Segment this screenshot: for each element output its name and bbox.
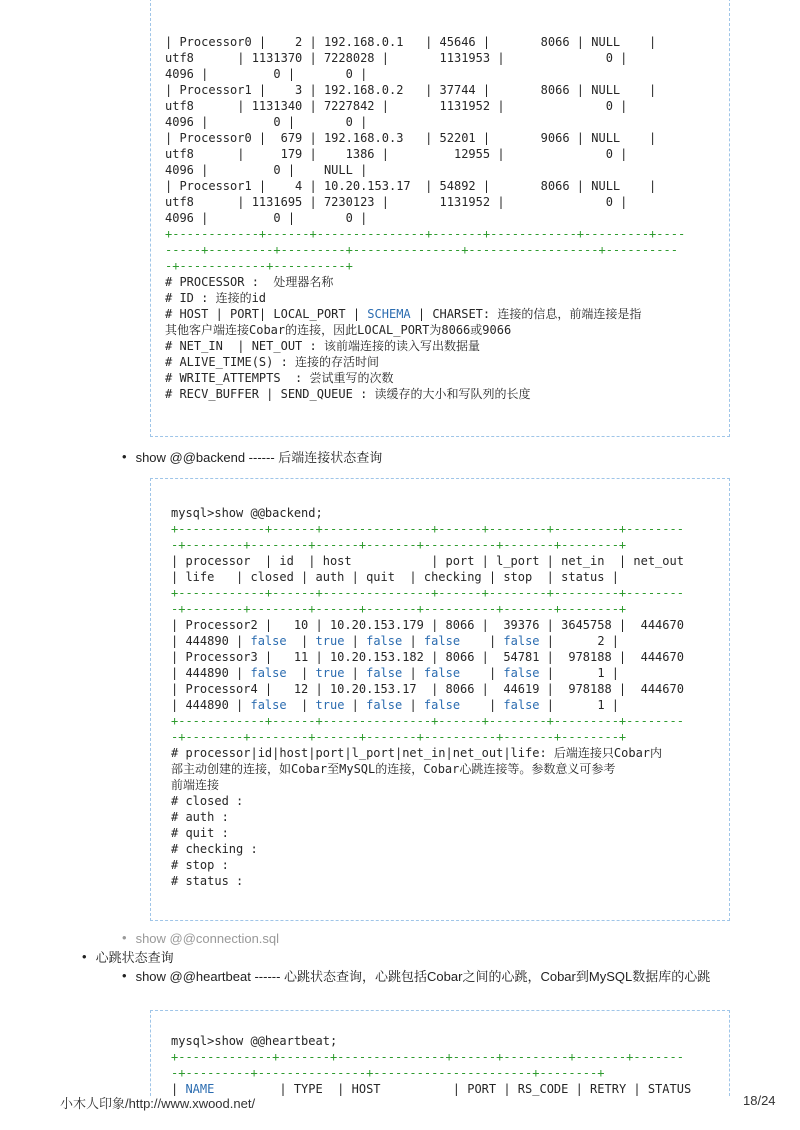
bullet-show-heartbeat — [122, 969, 710, 984]
code-line: | 444890 | false | true | false | false | false | 1 | — [171, 666, 620, 680]
bullet-show-heartbeat-label: show @@heartbeat ------ 心跳状态查询，心跳包括Cobar之间的心跳，Cobar到MySQL数据库的心跳 — [135, 969, 711, 984]
footer-page-number: 18/24 — [743, 1093, 776, 1108]
code-line: 4096 | 0 | NULL | — [165, 163, 368, 177]
code-line: # processor|id|host|port|l_port|net_in|net_out|life: 后端连接只Cobar内 — [171, 746, 663, 760]
code-line: # PROCESSOR : 处理器名称 — [165, 275, 334, 289]
code-line: | NAME | TYPE | HOST | PORT | RS_CODE | RETRY | STATUS — [171, 1082, 692, 1096]
code-line: utf8 | 179 | 1386 | 12955 | 0 | — [165, 147, 628, 161]
code-line: | Processor0 | 679 | 192.168.0.3 | 52201 | 9066 | NULL | — [165, 131, 657, 145]
code-line: +------------+------+---------------+-------+------------+---------+---- — [165, 227, 686, 241]
code-block-show-heartbeat-output — [150, 1010, 730, 1096]
code-line: -+------------+----------+ — [165, 259, 353, 273]
code-line: # stop : — [171, 858, 229, 872]
code-line: # ALIVE_TIME(S) : 连接的存活时间 — [165, 355, 380, 369]
code-line: -+--------+--------+------+-------+----------+-------+--------+ — [171, 730, 627, 744]
code-line: mysql>show @@heartbeat; — [171, 1034, 338, 1048]
code-line: # ID : 连接的id — [165, 291, 267, 305]
code-line: +------------+------+---------------+------+--------+---------+-------- — [171, 714, 684, 728]
code-line: mysql>show @@backend; — [171, 506, 323, 520]
code-line: 其他客户端连接Cobar的连接，因此LOCAL_PORT为8066或9066 — [165, 323, 512, 337]
code-block-show-connection-output — [150, 0, 730, 437]
code-line: utf8 | 1131695 | 7230123 | 1131952 | 0 | — [165, 195, 628, 209]
code-line: | processor | id | host | port | l_port | net_in | net_out — [171, 554, 684, 568]
bullet-icon: • — [122, 930, 127, 945]
code-line: -----+---------+---------+---------------+------------------+---------- — [165, 243, 678, 257]
bullet-icon: • — [122, 968, 127, 983]
code-line: # WRITE_ATTEMPTS : 尝试重写的次数 — [165, 371, 394, 385]
code-line: | Processor0 | 2 | 192.168.0.1 | 45646 | 8066 | NULL | — [165, 35, 657, 49]
code-line: | Processor2 | 10 | 10.20.153.179 | 8066 | 39376 | 3645758 | 444670 — [171, 618, 684, 632]
code-line: -+---------+---------------+----------------------+--------+ — [171, 1066, 605, 1080]
code-line: 4096 | 0 | 0 | — [165, 67, 368, 81]
bullet-heartbeat-section-label: 心跳状态查询 — [95, 950, 174, 965]
code-line: -+--------+--------+------+-------+----------+-------+--------+ — [171, 538, 627, 552]
code-line: utf8 | 1131370 | 7228028 | 1131953 | 0 | — [165, 51, 628, 65]
code-line: -+--------+--------+------+-------+----------+-------+--------+ — [171, 602, 627, 616]
code-line: 部主动创建的连接，如Cobar至MySQL的连接，Cobar心跳连接等。参数意义可参考 — [171, 762, 616, 776]
code-line: | Processor3 | 11 | 10.20.153.182 | 8066 | 54781 | 978188 | 444670 — [171, 650, 684, 664]
code-block-show-backend-output — [150, 478, 730, 921]
bullet-heartbeat-section — [82, 950, 174, 965]
code-line: | life | closed | auth | quit | checking | stop | status | — [171, 570, 619, 584]
code-line: # checking : — [171, 842, 258, 856]
code-line: # HOST | PORT| LOCAL_PORT | SCHEMA | CHARSET: 连接的信息，前端连接是指 — [165, 307, 642, 321]
code-line: # quit : — [171, 826, 229, 840]
code-line: # closed : — [171, 794, 244, 808]
code-line: +------------+------+---------------+------+--------+---------+-------- — [171, 522, 684, 536]
bullet-show-connection-sql — [122, 931, 279, 946]
code-line: +-------------+-------+---------------+------+---------+-------+------- — [171, 1050, 684, 1064]
code-line: utf8 | 1131340 | 7227842 | 1131952 | 0 | — [165, 99, 628, 113]
code-line: | Processor4 | 12 | 10.20.153.17 | 8066 | 44619 | 978188 | 444670 — [171, 682, 684, 696]
bullet-icon: • — [82, 949, 87, 964]
code-line: 4096 | 0 | 0 | — [165, 211, 368, 225]
code-line: | Processor1 | 3 | 192.168.0.2 | 37744 | 8066 | NULL | — [165, 83, 657, 97]
code-line: 4096 | 0 | 0 | — [165, 115, 368, 129]
bullet-show-backend-label: show @@backend ------ 后端连接状态查询 — [135, 450, 383, 465]
code-line: 前端连接 — [171, 778, 220, 792]
bullet-icon: • — [122, 449, 127, 464]
code-line: +------------+------+---------------+------+--------+---------+-------- — [171, 586, 684, 600]
footer-site-url: 小木人印象/http://www.xwood.net/ — [60, 1096, 256, 1111]
code-line: | 444890 | false | true | false | false | false | 1 | — [171, 698, 620, 712]
code-line: # RECV_BUFFER | SEND_QUEUE : 读缓存的大小和写队列的长度 — [165, 387, 531, 401]
bullet-show-backend — [122, 450, 382, 465]
code-line: | 444890 | false | true | false | false | false | 2 | — [171, 634, 620, 648]
bullet-show-connection-sql-label: show @@connection.sql — [135, 931, 280, 946]
code-line: # auth : — [171, 810, 229, 824]
code-line: # status : — [171, 874, 244, 888]
code-line: | Processor1 | 4 | 10.20.153.17 | 54892 | 8066 | NULL | — [165, 179, 657, 193]
code-line: # NET_IN | NET_OUT : 该前端连接的读入写出数据量 — [165, 339, 480, 353]
